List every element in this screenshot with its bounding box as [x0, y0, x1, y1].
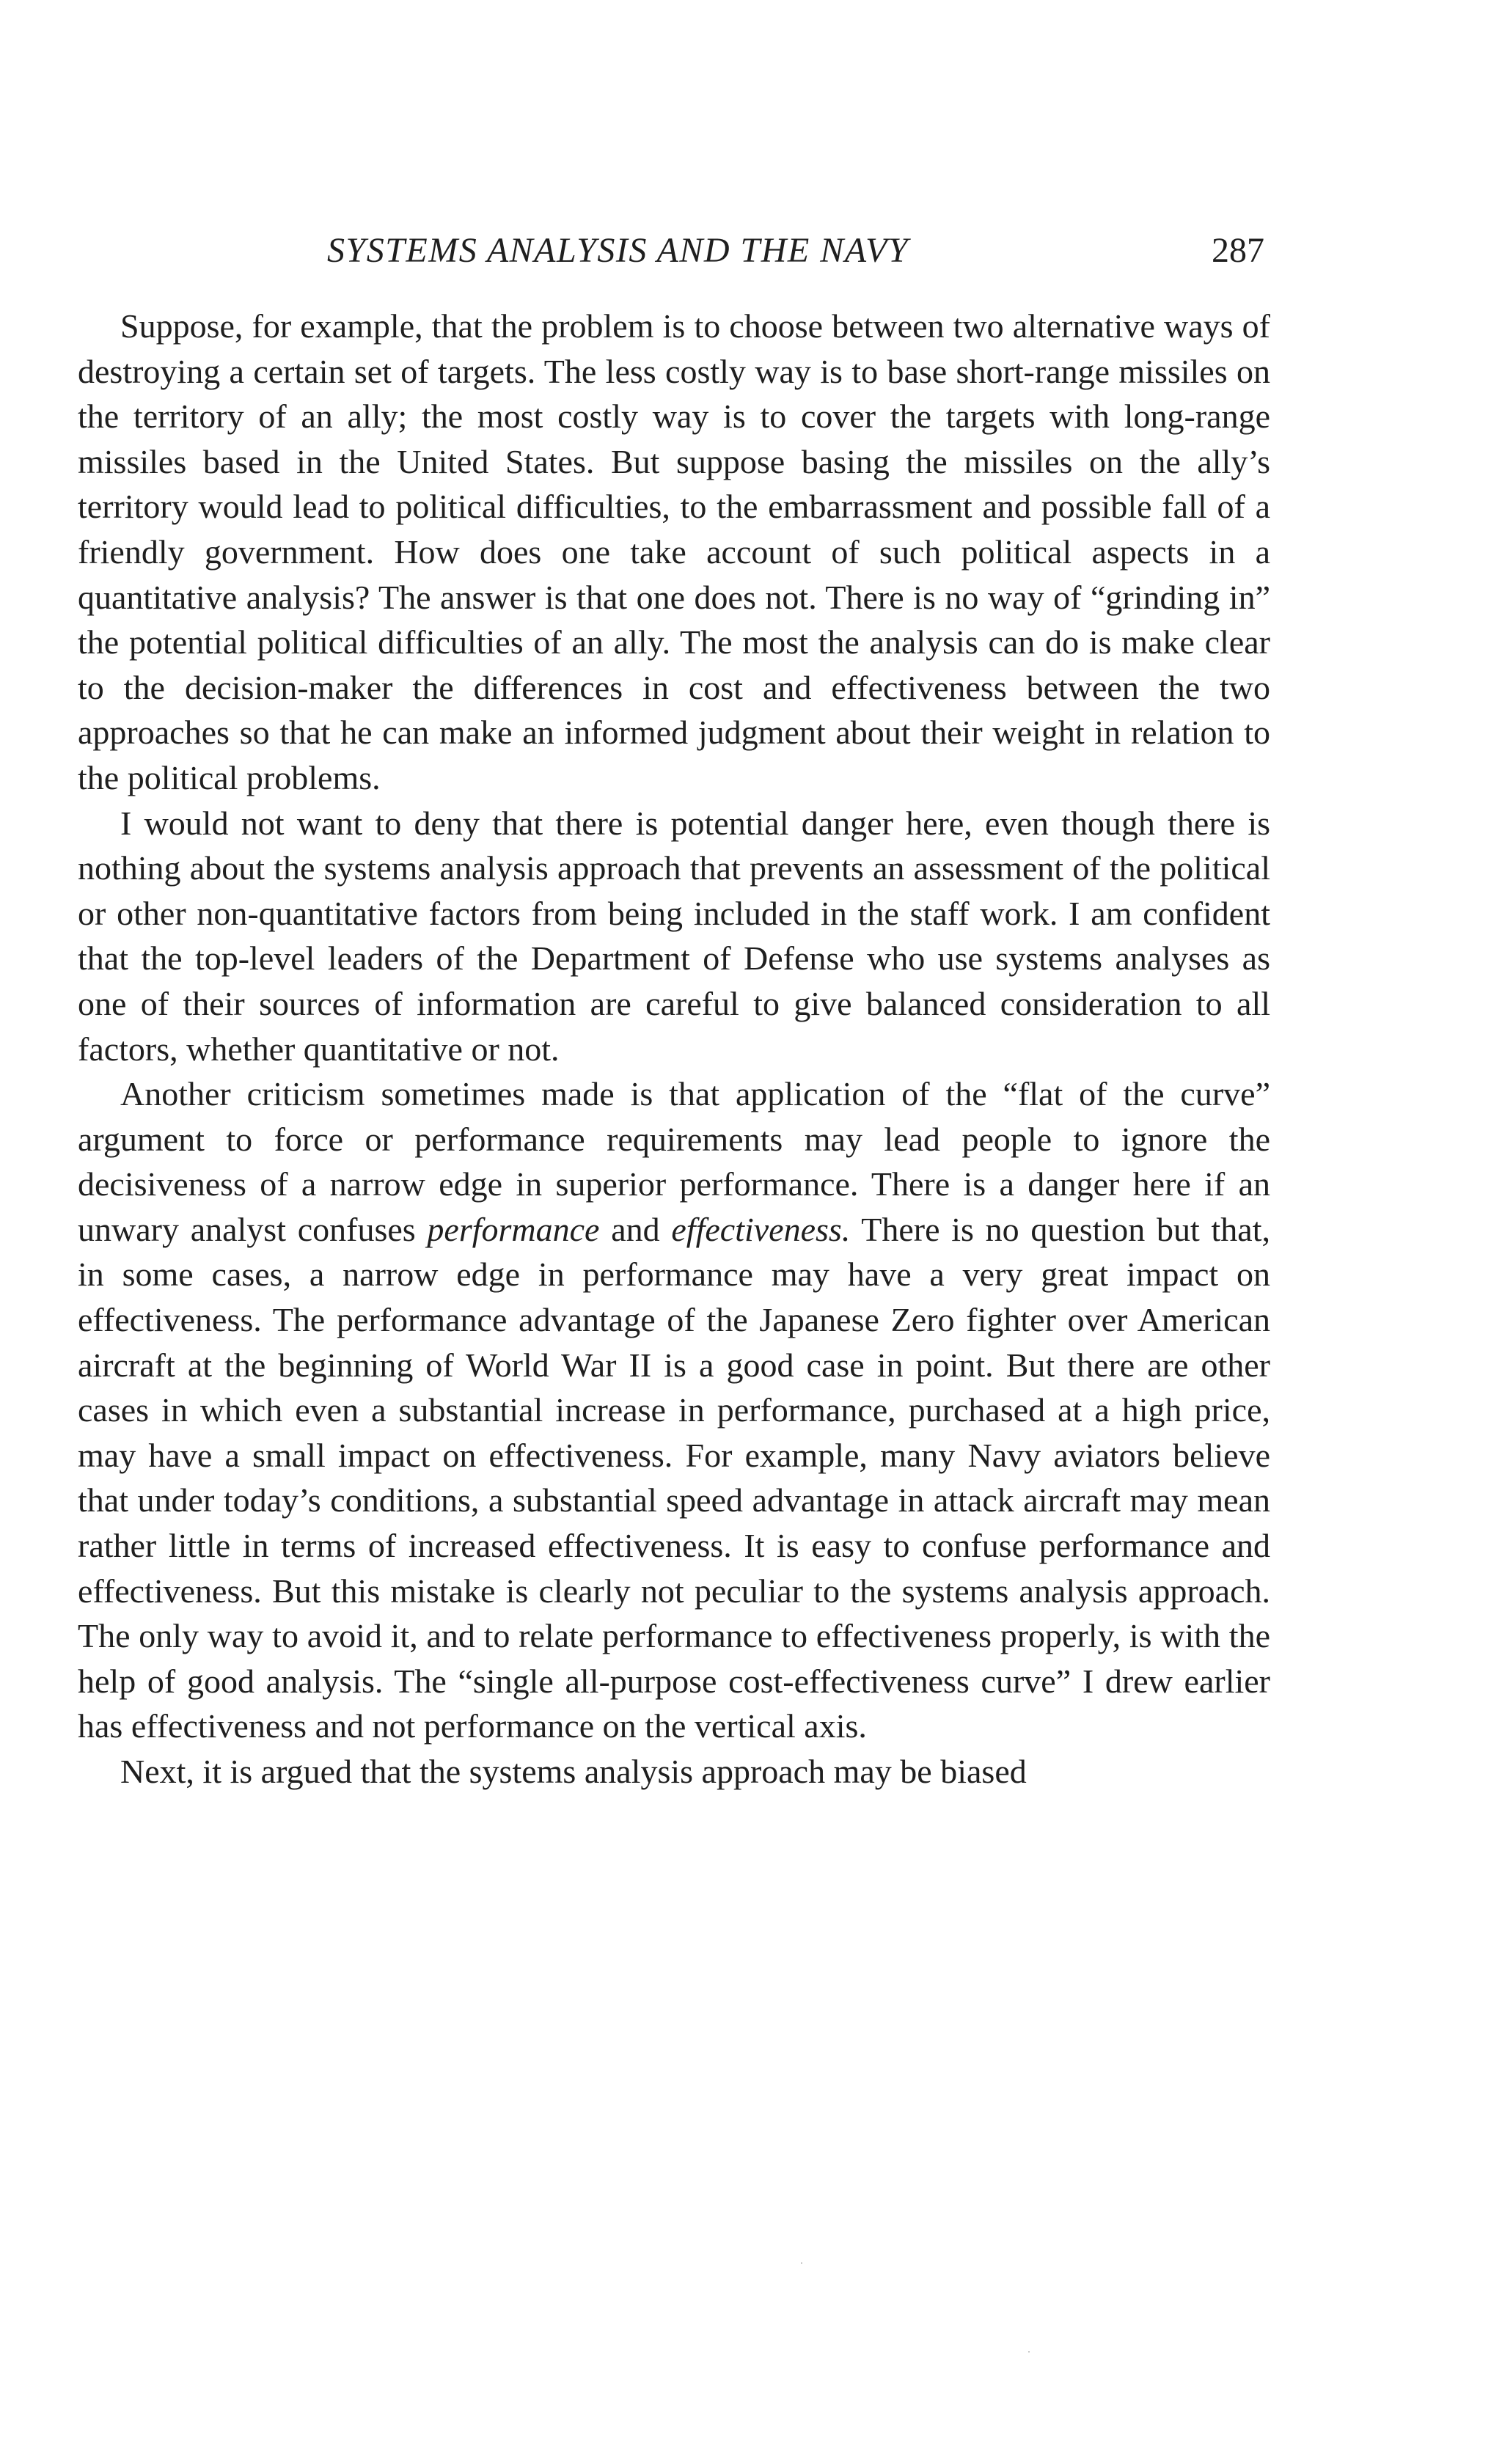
page-number: 287 [1212, 231, 1264, 270]
book-page [78, 229, 1270, 1794]
paragraph-3-text-a: Another criticism sometimes made is that application of the “flat of the curve” argument to force or performance requirements may lead people to ignore the decisiveness of a narrow edge in superior performance. There is a danger here if an unwary analyst confuses [78, 1075, 1270, 1248]
paragraph-4: Next, it is argued that the systems analysis approach may be biased [120, 1753, 1027, 1790]
paragraph-1: Suppose, for example, that the problem is to choose between two alternative ways of destroying a certain set of targets. The less costly way is to base short-range missiles on the territory of an ally; the most costly way is to cover the targets with long-range missiles based in the United States. But suppose basing the missiles on the ally’s territory would lead to political difficulties, to the embarrassment and possible fall of a friendly government. How does one take account of such political aspects in a quantitative analysis? The answer is that one does not. There is no way of “grinding in” the potential political difficulties of an ally. The most the analysis can do is make clear to the decision-maker the differences in cost and effectiveness between the two approaches so that he can make an informed judgment about their weight in relation to the political problems. [78, 307, 1270, 796]
paragraph-3-text-b: and [599, 1210, 672, 1248]
emphasis-performance: performance [427, 1210, 600, 1248]
running-title: SYSTEMS ANALYSIS AND THE NAVY [327, 231, 909, 270]
paragraph-3-text-c: There is no question but that, in some cases, a narrow edge in performance may have a very great impact on effectiveness. The performance advantage of the Japanese Zero fighter over American aircraft at the beginning of World War II is a good case in point. But there are other cases in which even a substantial increase in performance, purchased at a high price, may have a small impact on effectiveness. For example, many Navy aviators believe that under today’s conditions, a substantial speed advantage in attack aircraft may mean rather little in terms of increased effectiveness. It is easy to confuse performance and effectiveness. But this mistake is clearly not peculiar to the systems analysis approach. The only way to avoid it, and to relate performance to effectiveness properly, is with the help of good analysis. The “single all-purpose cost-effectiveness curve” I drew earlier has effectiveness and not performance on the vertical axis. [78, 1210, 1270, 1745]
paragraph-3 [78, 1071, 1270, 1749]
emphasis-effectiveness: effectiveness. [671, 1210, 851, 1248]
scan-speck [1028, 2351, 1030, 2353]
running-head [78, 229, 1270, 280]
scan-speck [801, 2262, 802, 2264]
paragraph-2: I would not want to deny that there is potential danger here, even though there is nothing about the systems analysis approach that prevents an assessment of the political or other non-quantitative factors from being included in the staff work. I am confident that the top-level leaders of the Department of Defense who use systems analyses as one of their sources of information are careful to give balanced consideration to all factors, whether quantitative or not. [78, 804, 1270, 1068]
